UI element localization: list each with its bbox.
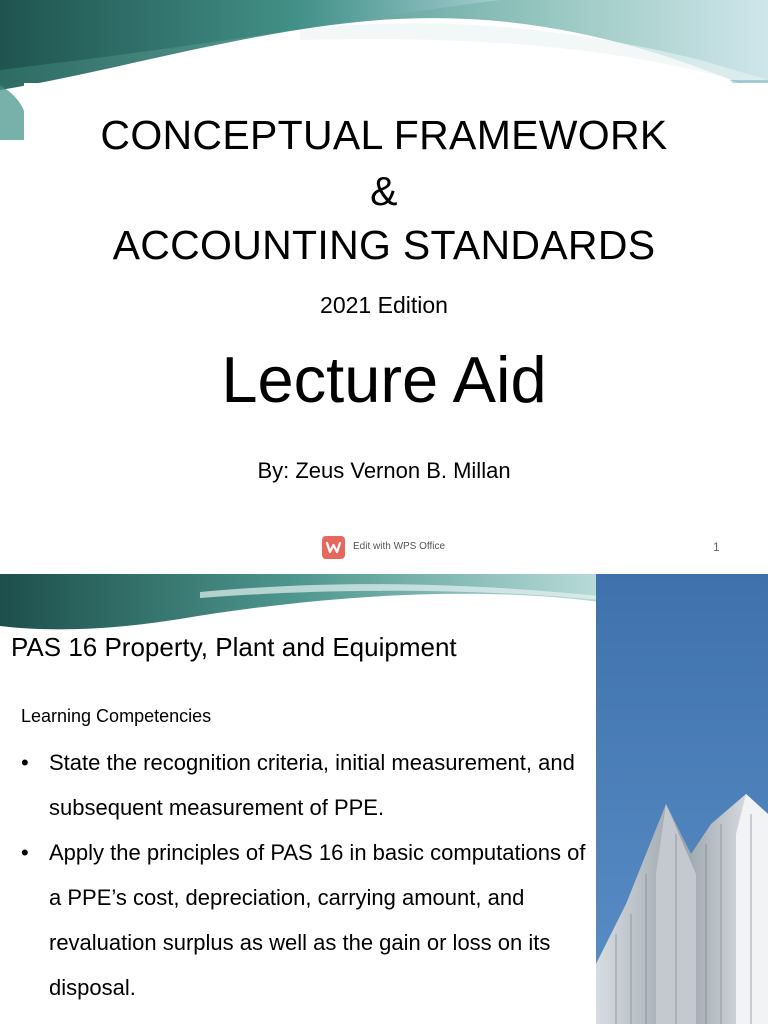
decorative-wave-banner-2	[0, 574, 600, 634]
building-photo	[596, 574, 768, 1024]
edition-label: 2021 Edition	[320, 292, 448, 318]
competency-list	[21, 740, 586, 1010]
slide-2-title: PAS 16 Property, Plant and Equipment	[11, 632, 457, 662]
title-line-2: &	[370, 168, 398, 214]
list-item-text: State the recognition criteria, initial measurement, and subsequent measurement of PPE.	[49, 750, 575, 820]
list-item	[21, 830, 586, 1010]
slide-2	[0, 574, 768, 1024]
learning-competencies-label: Learning Competencies	[21, 706, 212, 726]
title-line-3: ACCOUNTING STANDARDS	[112, 222, 656, 268]
title-line-1: CONCEPTUAL FRAMEWORK	[100, 112, 668, 158]
page-number: 1	[713, 540, 720, 554]
wps-office-icon[interactable]	[322, 536, 345, 559]
wps-edit-link[interactable]: Edit with WPS Office	[353, 541, 446, 552]
list-item	[21, 740, 586, 830]
bullet-dot-icon: •	[21, 750, 29, 775]
bullet-dot-icon: •	[21, 840, 29, 865]
list-item-text: Apply the principles of PAS 16 in basic computations of a PPE’s cost, depreciation, carrying amount, and revaluation surplus as well as the gain or loss on its disposal.	[49, 840, 586, 1000]
author-line: By: Zeus Vernon B. Millan	[257, 458, 511, 483]
lecture-heading: Lecture Aid	[221, 343, 547, 416]
